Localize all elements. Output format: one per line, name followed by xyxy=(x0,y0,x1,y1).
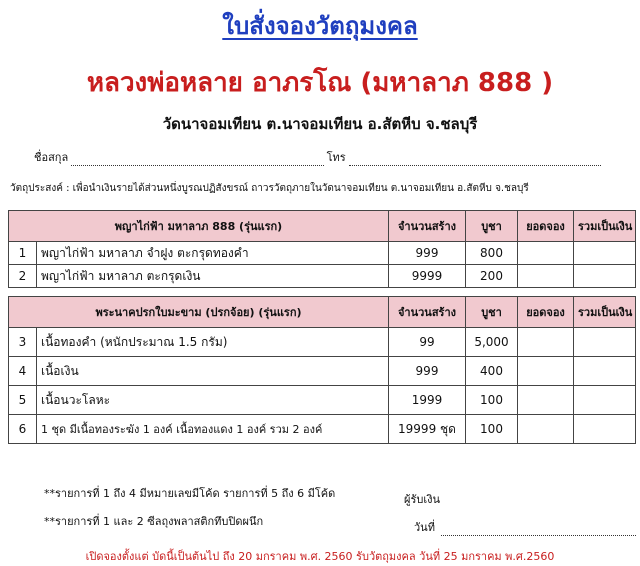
temple-address: วัดนาจอมเทียน ต.นาจอมเทียน อ.สัตหีบ จ.ชลบุรี xyxy=(162,115,478,133)
row-total-cell[interactable] xyxy=(574,242,636,265)
date-field[interactable] xyxy=(441,524,636,536)
col-header-qty: จำนวนสร้าง xyxy=(389,211,466,242)
row-qty: 9999 xyxy=(389,265,466,288)
row-number: 5 xyxy=(9,386,37,415)
table-row xyxy=(9,415,636,444)
row-price: 100 xyxy=(466,386,518,415)
table-row xyxy=(9,242,636,265)
table-row xyxy=(9,328,636,357)
row-item: 1 ชุด มีเนื้อทองระฆัง 1 องค์ เนื้อทองแดง 1 องค์ รวม 2 องค์ xyxy=(37,415,389,444)
row-total-cell[interactable] xyxy=(574,415,636,444)
col-header-total: รวมเป็นเงิน xyxy=(574,211,636,242)
row-qty: 999 xyxy=(389,357,466,386)
name-field[interactable] xyxy=(71,154,323,166)
spacer-cell xyxy=(9,288,636,297)
row-qty: 99 xyxy=(389,328,466,357)
row-order-cell[interactable] xyxy=(518,415,574,444)
group-header xyxy=(9,211,636,242)
date-line xyxy=(414,518,636,536)
row-total-cell[interactable] xyxy=(574,265,636,288)
note-sealed: **รายการที่ 1 และ 2 ซีลถุงพลาสติกทึบปิดผนึก xyxy=(44,515,264,528)
order-table xyxy=(8,210,636,444)
row-number: 3 xyxy=(9,328,37,357)
row-number: 1 xyxy=(9,242,37,265)
phone-field[interactable] xyxy=(349,154,601,166)
row-item: เนื้อทองคำ (หนักประมาณ 1.5 กรัม) xyxy=(37,328,389,357)
row-total-cell[interactable] xyxy=(574,328,636,357)
row-qty: 19999 ชุด xyxy=(389,415,466,444)
group-title: พญาไก่ฟ้า มหาลาภ 888 (รุ่นแรก) xyxy=(9,211,389,242)
row-qty: 999 xyxy=(389,242,466,265)
row-qty: 1999 xyxy=(389,386,466,415)
row-total-cell[interactable] xyxy=(574,386,636,415)
row-order-cell[interactable] xyxy=(518,357,574,386)
row-item: พญาไก่ฟ้า มหาลาภ จำฝูง ตะกรุดทองคำ xyxy=(37,242,389,265)
row-item: เนื้อนวะโลหะ xyxy=(37,386,389,415)
date-label: วันที่ xyxy=(414,521,435,534)
purpose-text: วัตถุประสงค์ : เพื่อนำเงินรายได้ส่วนหนึ่งบูรณปฏิสังขรณ์ ถาวรวัตถุภายในวัดนาจอมเทียน ต.นาจอมเทียน อ.สัตหีบ จ.ชลบุรี xyxy=(10,183,529,194)
col-header-order: ยอดจอง xyxy=(518,211,574,242)
col-header-qty: จำนวนสร้าง xyxy=(389,297,466,328)
table-row xyxy=(9,265,636,288)
row-price: 5,000 xyxy=(466,328,518,357)
row-order-cell[interactable] xyxy=(518,242,574,265)
table-row xyxy=(9,357,636,386)
row-order-cell[interactable] xyxy=(518,386,574,415)
note-codes: **รายการที่ 1 ถึง 4 มีหมายเลขมีโค้ด รายการที่ 5 ถึง 6 มีโค้ด xyxy=(44,487,336,500)
col-header-price: บูชา xyxy=(466,211,518,242)
name-phone-line xyxy=(34,148,604,166)
row-item: เนื้อเงิน xyxy=(37,357,389,386)
name-label: ชื่อสกุล xyxy=(34,151,69,164)
row-number: 2 xyxy=(9,265,37,288)
form-title: ใบสั่งจองวัตถุมงคล xyxy=(222,12,418,40)
col-header-price: บูชา xyxy=(466,297,518,328)
booking-period-footer: เปิดจองตั้งแต่ บัดนี้เป็นต้นไป ถึง 20 มกราคม พ.ศ. 2560 รับวัตถุมงคล วันที่ 25 มกราคม พ.ศ.2560 xyxy=(85,550,555,563)
group-title: พระนาคปรกใบมะขาม (ปรกจ้อย) (รุ่นแรก) xyxy=(9,297,389,328)
row-price: 100 xyxy=(466,415,518,444)
row-number: 6 xyxy=(9,415,37,444)
table-spacer xyxy=(9,288,636,297)
row-item: พญาไก่ฟ้า มหาลาภ ตะกรุดเงิน xyxy=(37,265,389,288)
receiver-label: ผู้รับเงิน xyxy=(404,493,440,506)
row-price: 200 xyxy=(466,265,518,288)
row-order-cell[interactable] xyxy=(518,328,574,357)
row-total-cell[interactable] xyxy=(574,357,636,386)
table-row xyxy=(9,386,636,415)
phone-label: โทร xyxy=(326,151,346,164)
row-price: 800 xyxy=(466,242,518,265)
group-header xyxy=(9,297,636,328)
col-header-total: รวมเป็นเงิน xyxy=(574,297,636,328)
col-header-order: ยอดจอง xyxy=(518,297,574,328)
amulet-name: หลวงพ่อหลาย อาภรโณ (มหาลาภ 888 ) xyxy=(86,68,554,98)
row-price: 400 xyxy=(466,357,518,386)
row-number: 4 xyxy=(9,357,37,386)
row-order-cell[interactable] xyxy=(518,265,574,288)
